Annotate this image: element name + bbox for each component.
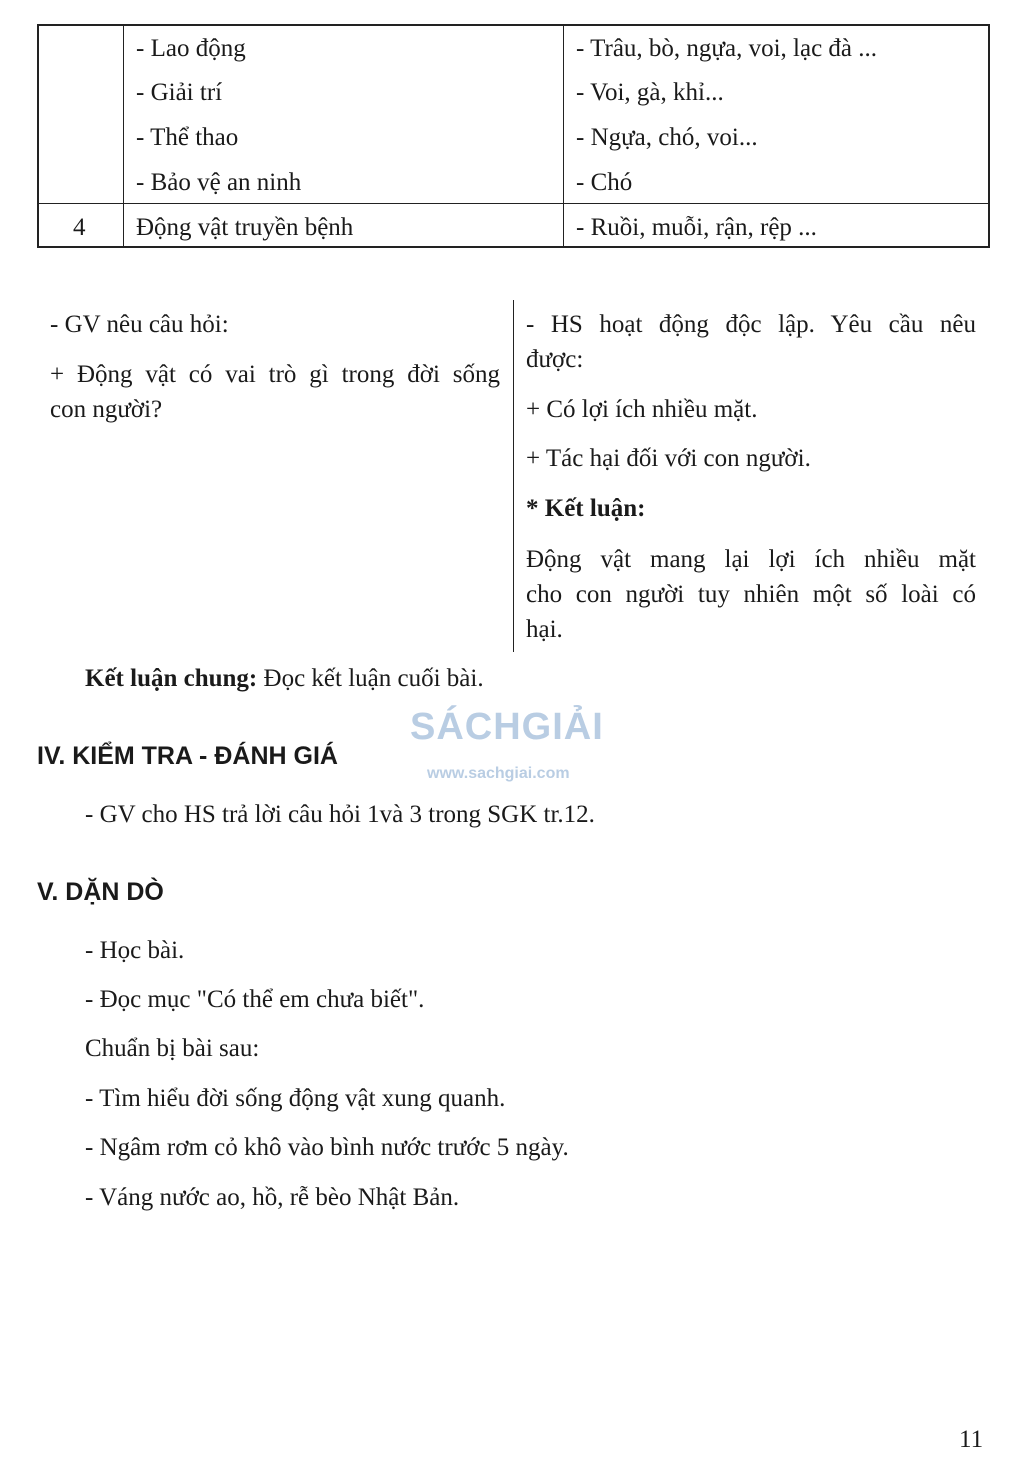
table-cell-example: - Trâu, bò, ngựa, voi, lạc đà ...: [576, 35, 878, 62]
list-item: - Váng nước ao, hồ, rễ bèo Nhật Bản.: [85, 1184, 460, 1211]
conclusion-text: cho con người tuy nhiên một số loài có: [526, 581, 976, 608]
section-heading: IV. KIỂM TRA - ĐÁNH GIÁ: [37, 742, 338, 770]
general-conclusion: [85, 666, 484, 691]
conclusion-text: Động vật mang lại lợi ích nhiều mặt: [526, 546, 976, 573]
list-item: - Đọc mục "Có thể em chưa biết".: [85, 986, 425, 1013]
table-divider: [123, 26, 124, 246]
table-cell-role: - Lao động: [136, 35, 246, 62]
table-cell-role: - Bảo vệ an ninh: [136, 169, 302, 196]
teacher-prompt: - GV nêu câu hỏi:: [50, 311, 229, 338]
column-divider: [513, 300, 514, 652]
table-cell-role: - Giải trí: [136, 79, 223, 106]
general-conclusion-label: Kết luận chung:: [85, 665, 258, 692]
list-item: - Tìm hiểu đời sống động vật xung quanh.: [85, 1085, 506, 1112]
watermark-url: www.sachgiai.com: [427, 765, 570, 782]
general-conclusion-text: Đọc kết luận cuối bài.: [257, 665, 484, 692]
teacher-question: + Động vật có vai trò gì trong đời sống: [50, 361, 500, 388]
page-number: 11: [959, 1426, 984, 1453]
table-divider: [563, 26, 564, 246]
student-point: + Tác hại đối với con người.: [526, 445, 811, 472]
table-cell-role: - Thể thao: [136, 124, 239, 151]
table-cell-example: - Ruồi, muỗi, rận, rệp ...: [576, 214, 817, 241]
table-cell-example: - Chó: [576, 169, 633, 196]
table-cell-number: 4: [73, 214, 86, 241]
list-item: - Ngâm rơm cỏ khô vào bình nước trước 5 ngày.: [85, 1134, 569, 1161]
student-point: + Có lợi ích nhiều mặt.: [526, 396, 758, 423]
table-cell-role: Động vật truyền bệnh: [136, 214, 354, 241]
section-heading: V. DẶN DÒ: [37, 878, 164, 906]
student-intro-cont: được:: [526, 346, 584, 373]
list-item: - Học bài.: [85, 937, 185, 964]
conclusion-heading: * Kết luận:: [526, 495, 646, 522]
watermark-logo: SÁCHGIẢI: [410, 706, 604, 748]
table-cell-example: - Voi, gà, khỉ...: [576, 79, 724, 106]
list-item: Chuẩn bị bài sau:: [85, 1035, 260, 1062]
student-intro: - HS hoạt động độc lập. Yêu cầu nêu: [526, 311, 976, 338]
table-cell-example: - Ngựa, chó, voi...: [576, 124, 758, 151]
conclusion-text: hại.: [526, 616, 563, 643]
teacher-question-cont: con người?: [50, 396, 163, 423]
list-item: - GV cho HS trả lời câu hỏi 1và 3 trong SGK tr.12.: [85, 801, 595, 828]
animal-roles-table: [37, 24, 990, 248]
table-divider: [39, 203, 988, 204]
